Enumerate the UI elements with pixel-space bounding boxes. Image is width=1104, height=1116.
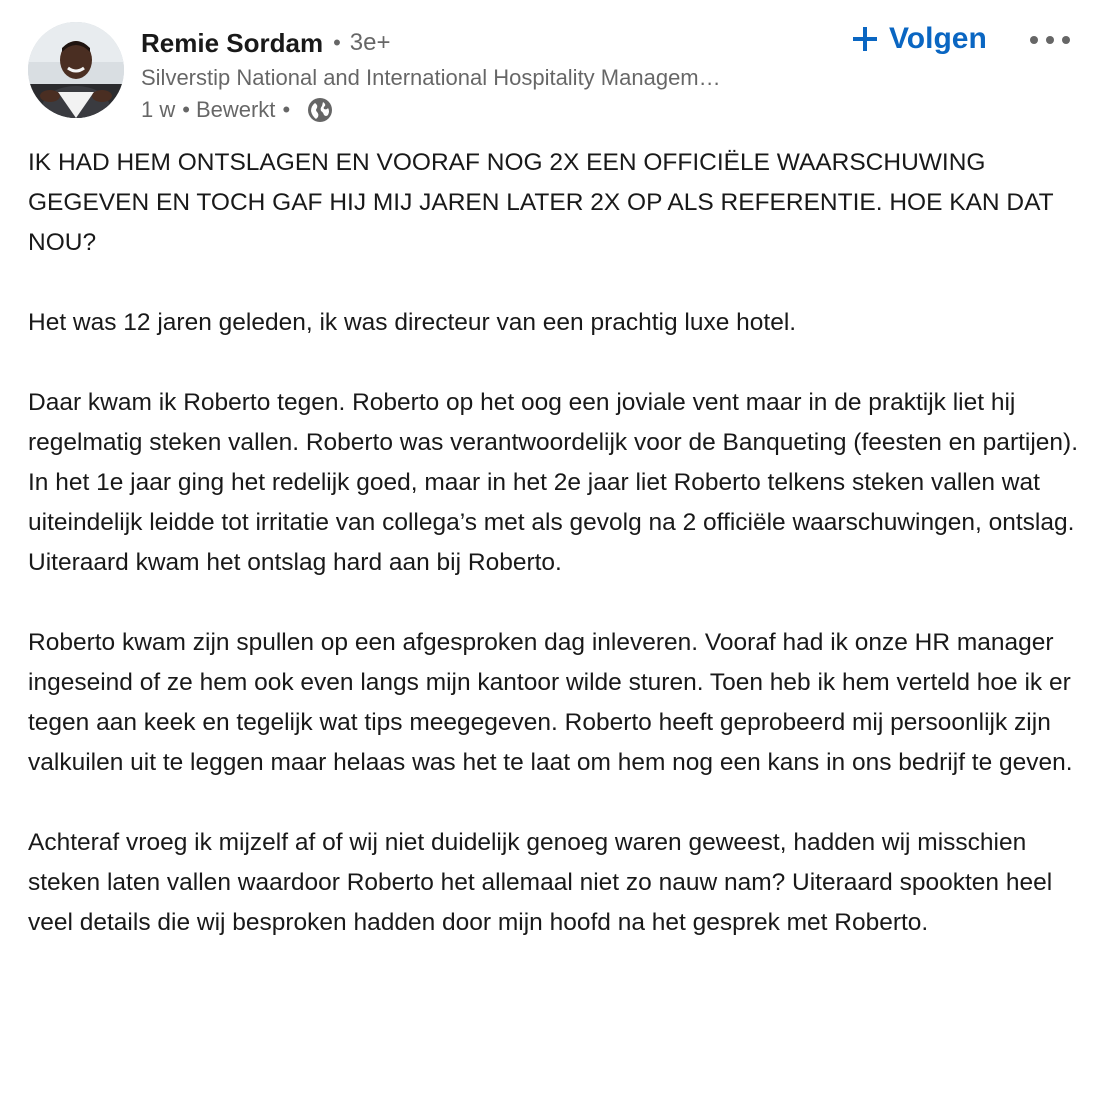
paragraph-gap — [28, 263, 1088, 303]
post-paragraph: Daar kwam ik Roberto tegen. Roberto op het oog een joviale vent maar in de praktijk liet hij regelmatig steken vallen. Roberto was verantwoordelijk voor de Banqueting (feesten en partijen). — [28, 389, 1079, 456]
post-meta — [141, 95, 334, 125]
post-paragraph: In het 1e jaar ging het redelijk goed, maar in het 2e jaar liet Roberto telkens steken vallen wat uiteindelijk leidde tot irritatie van collega’s met als gevolg na 2 officiële waarschuwingen, ontslag. Uiteraard kwam het ontslag hard aan bij Roberto. — [28, 469, 1075, 576]
post-paragraph: Het was 12 jaren geleden, ik was directeur van een prachtig luxe hotel. — [28, 309, 797, 336]
separator-dot: • — [182, 97, 190, 122]
post-body — [28, 143, 1088, 943]
more-horizontal-icon — [1024, 24, 1076, 56]
follow-button[interactable] — [851, 19, 987, 59]
globe-icon — [306, 96, 334, 124]
connection-degree: 3e+ — [349, 29, 391, 56]
author-headline: Silverstip National and International Hospitality Managem… — [141, 65, 721, 90]
follow-label: Volgen — [889, 22, 987, 55]
edited-label: Bewerkt — [195, 97, 276, 122]
more-options-button[interactable] — [1024, 24, 1076, 56]
paragraph-gap — [28, 783, 1088, 823]
author-line — [141, 26, 391, 60]
author-name[interactable]: Remie Sordam — [141, 27, 324, 58]
separator-dot: • — [333, 30, 341, 55]
post-paragraph: Roberto kwam zijn spullen op een afgesproken dag inleveren. Vooraf had ik onze HR manager ingeseind of ze hem ook even langs mijn kantoor wilde sturen. Toen heb ik hem verteld hoe ik er tegen aan keek en tegelijk wat tips meegegeven. Roberto heeft geprobeerd mij persoonlijk zijn valkuilen uit te leggen maar helaas was het te laat om hem nog een kans in ons bedrijf te geven. — [28, 629, 1073, 776]
paragraph-gap — [28, 343, 1088, 383]
post-time[interactable]: 1 w — [141, 97, 176, 122]
separator-dot: • — [282, 97, 291, 122]
post-header — [0, 0, 1104, 140]
post-paragraph: Achteraf vroeg ik mijzelf af of wij niet duidelijk genoeg waren geweest, hadden wij misschien steken laten vallen waardoor Roberto het allemaal niet zo nauw nam? Uiteraard spookten heel veel details die wij besproken hadden door mijn hoofd na het gesprek met Roberto. — [28, 829, 1053, 936]
paragraph-gap — [28, 583, 1088, 623]
plus-icon — [851, 25, 879, 53]
avatar-image — [28, 22, 124, 118]
post-paragraph: IK HAD HEM ONTSLAGEN EN VOORAF NOG 2X EEN OFFICIËLE WAARSCHUWING GEGEVEN EN TOCH GAF HIJ MIJ JAREN LATER 2X OP ALS REFERENTIE. HOE KAN DAT NOU? — [28, 149, 1054, 256]
avatar[interactable] — [28, 22, 124, 118]
